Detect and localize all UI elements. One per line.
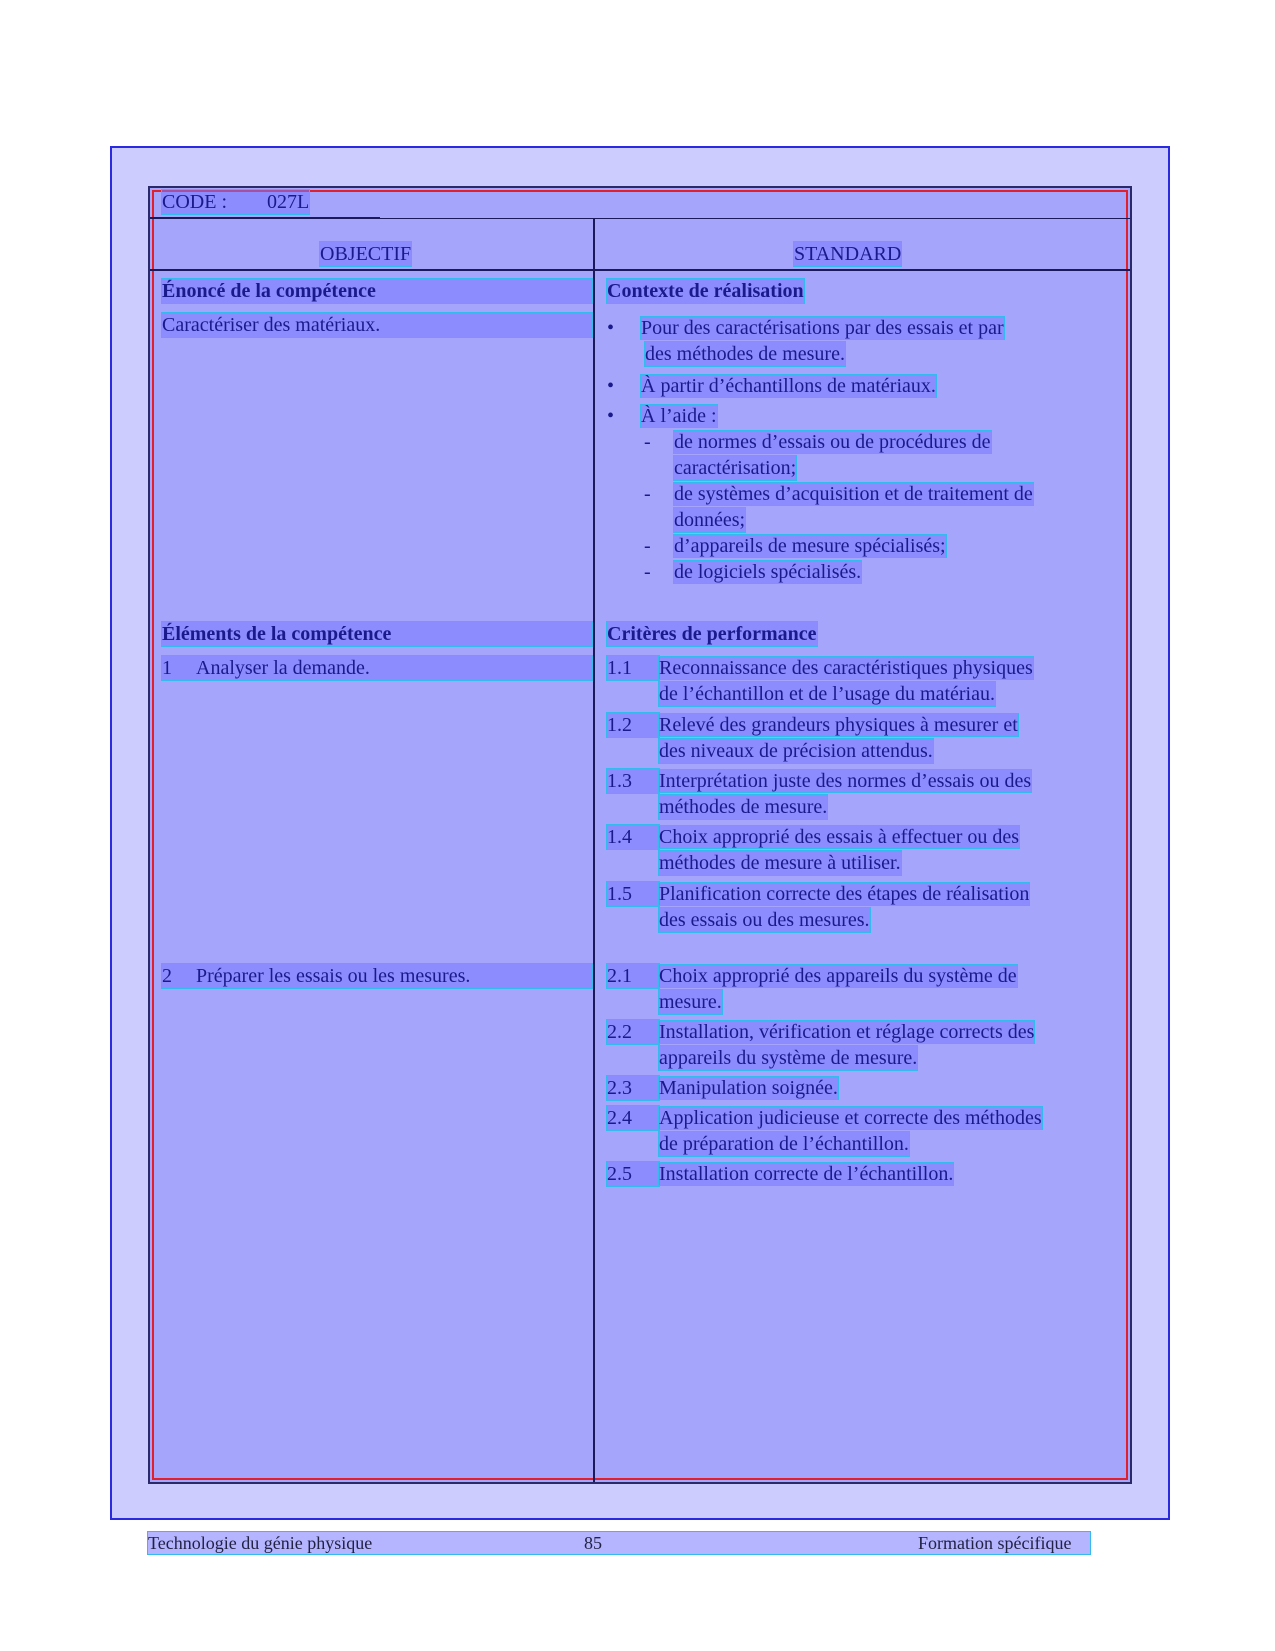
- criterion-line: Reconnaissance des caractéristiques physiques: [659, 657, 1033, 679]
- criteres-title: Critères de performance: [607, 623, 817, 645]
- sub-line: de systèmes d’acquisition et de traitement de: [674, 483, 1033, 505]
- criterion-line-cont: des niveaux de précision attendus.: [659, 740, 933, 762]
- bullet-item: [607, 374, 936, 398]
- criterion-num: 1.4: [607, 825, 659, 849]
- criterion-line: Planification correcte des étapes de réalisation: [659, 883, 1030, 905]
- bullet-item: [607, 404, 717, 428]
- criterion-line: Interprétation juste des normes d’essais ou des: [659, 770, 1032, 792]
- dash-icon: -: [644, 535, 651, 557]
- bullet-icon: •: [607, 317, 615, 339]
- bullet-line: À partir d’échantillons de matériaux.: [641, 375, 936, 397]
- criterion-num: 1.5: [607, 882, 659, 906]
- footer-left: Technologie du génie physique: [148, 1533, 373, 1553]
- criterion-num: 1.3: [607, 769, 659, 793]
- criterion-item: [607, 656, 1033, 680]
- element-item-1: [162, 656, 592, 680]
- elements-title: Éléments de la compétence: [162, 622, 592, 646]
- criterion-num: 2.3: [607, 1076, 659, 1100]
- header-standard: STANDARD: [794, 243, 902, 265]
- criterion-line-cont: appareils du système de mesure.: [659, 1047, 918, 1069]
- criterion-item: [607, 825, 1019, 849]
- element-num: 1: [162, 657, 172, 679]
- criterion-item: [607, 1106, 1042, 1130]
- element-item-2: [162, 964, 592, 988]
- criterion-line: Choix approprié des essais à effectuer ou des: [659, 826, 1020, 848]
- sub-line: de normes d’essais ou de procédures de: [674, 431, 991, 453]
- sub-line: de logiciels spécialisés.: [674, 561, 862, 583]
- code-value: 027L: [267, 191, 310, 213]
- criterion-num: 2.5: [607, 1162, 659, 1186]
- criterion-num: 2.4: [607, 1106, 659, 1130]
- dash-icon: -: [644, 561, 651, 583]
- header-bottom-rule: [150, 269, 1130, 271]
- criterion-line-cont: méthodes de mesure.: [659, 796, 828, 818]
- criterion-line-cont: mesure.: [659, 991, 722, 1013]
- criterion-item: [607, 769, 1031, 793]
- bullet-icon: •: [607, 405, 615, 427]
- criterion-item: [607, 713, 1018, 737]
- bullet-icon: •: [607, 375, 615, 397]
- bullet-line: Pour des caractérisations par des essais et par: [641, 317, 1004, 339]
- criterion-num: 2.2: [607, 1020, 659, 1044]
- element-num: 2: [162, 965, 172, 987]
- footer-right: Formation spécifique: [918, 1533, 1072, 1553]
- enonce-title: Énoncé de la compétence: [162, 279, 592, 303]
- criterion-num: 1.2: [607, 713, 659, 737]
- element-text: Préparer les essais ou les mesures.: [196, 965, 471, 987]
- criterion-line-cont: de l’échantillon et de l’usage du matériau.: [659, 683, 995, 705]
- header-objectif: OBJECTIF: [320, 243, 412, 265]
- code-line: [162, 190, 309, 214]
- criterion-num: 2.1: [607, 964, 659, 988]
- criterion-item: [607, 1020, 1034, 1044]
- bullet-item: [607, 316, 1004, 340]
- dash-icon: -: [644, 483, 651, 505]
- sub-item: [644, 430, 991, 454]
- criterion-num: 1.1: [607, 656, 659, 680]
- criterion-item: [607, 882, 1029, 906]
- criterion-item: [607, 964, 1017, 988]
- criterion-item: [607, 1076, 838, 1100]
- criterion-line: Choix approprié des appareils du système de: [659, 965, 1017, 987]
- enonce-text: Caractériser des matériaux.: [162, 313, 592, 337]
- column-divider: [593, 219, 595, 1482]
- criterion-line-cont: méthodes de mesure à utiliser.: [659, 852, 901, 874]
- sub-item: [644, 534, 946, 558]
- sub-line-cont: caractérisation;: [674, 457, 797, 479]
- criterion-line: Installation correcte de l’échantillon.: [659, 1163, 954, 1185]
- sub-line: d’appareils de mesure spécialisés;: [674, 535, 946, 557]
- code-label: CODE :: [162, 191, 227, 213]
- criterion-line: Installation, vérification et réglage corrects des: [659, 1021, 1035, 1043]
- header-top-rule: [150, 218, 1130, 219]
- element-text: Analyser la demande.: [196, 657, 370, 679]
- criterion-line: Application judicieuse et correcte des méthodes: [659, 1107, 1042, 1129]
- bullet-line: À l’aide :: [641, 405, 717, 427]
- bullet-line-cont: des méthodes de mesure.: [645, 343, 845, 365]
- criterion-line-cont: des essais ou des mesures.: [659, 909, 870, 931]
- criterion-line: Manipulation soignée.: [659, 1077, 838, 1099]
- criterion-line: Relevé des grandeurs physiques à mesurer et: [659, 714, 1018, 736]
- footer-page-number: 85: [584, 1533, 602, 1553]
- contexte-title: Contexte de réalisation: [607, 280, 804, 302]
- criterion-line-cont: de préparation de l’échantillon.: [659, 1133, 909, 1155]
- sub-item: [644, 482, 1033, 506]
- dash-icon: -: [644, 431, 651, 453]
- criterion-item: [607, 1162, 953, 1186]
- sub-line-cont: données;: [674, 509, 746, 531]
- sub-item: [644, 560, 861, 584]
